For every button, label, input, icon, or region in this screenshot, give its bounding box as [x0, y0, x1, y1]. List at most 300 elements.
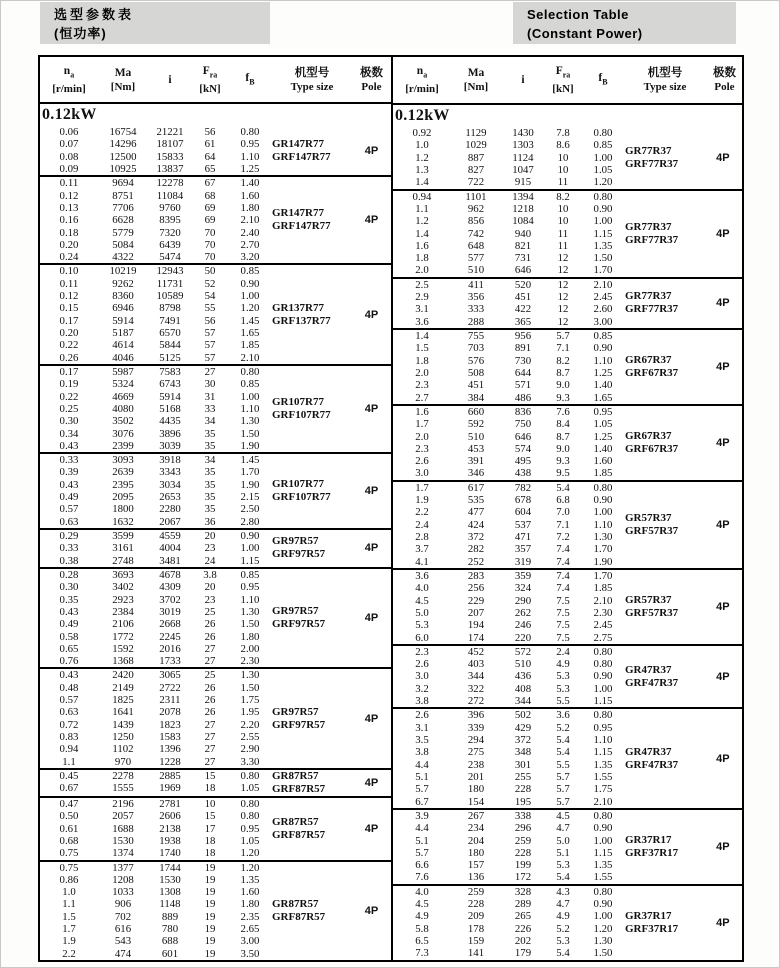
table-row: [40, 911, 272, 923]
fra-cell: 7.1: [556, 342, 570, 355]
pole-label: 4P: [364, 712, 379, 725]
na-cell: 6.7: [415, 795, 429, 808]
pole-label: 4P: [364, 144, 379, 157]
col-header-fb: $f_B$: [245, 71, 255, 86]
i-cell: 9760: [159, 201, 181, 214]
table-row: [393, 379, 625, 391]
fra-cell: 70: [204, 238, 216, 251]
type-size-group: [272, 177, 352, 263]
i-cell: 502: [514, 709, 532, 722]
group-rows: [393, 570, 625, 644]
ma-cell: 3502: [112, 415, 134, 428]
i-cell: 6570: [159, 327, 181, 339]
ma-cell: 1632: [112, 515, 134, 528]
na-cell: 5.7: [415, 783, 429, 796]
ma-cell: 16754: [109, 126, 137, 138]
i-cell: 3918: [159, 454, 181, 467]
table-row: [40, 756, 272, 768]
na-cell: 0.63: [59, 706, 79, 719]
table-row: [40, 126, 272, 138]
i-cell: 328: [514, 885, 532, 898]
i-cell: 2606: [159, 810, 181, 823]
fb-cell: 1.00: [593, 834, 613, 847]
na-cell: 2.6: [415, 709, 429, 722]
table-row: [40, 782, 272, 794]
col-header-na: $n_a$ [r/min]: [52, 64, 86, 95]
i-cell: 730: [514, 354, 532, 367]
table-row: [393, 240, 625, 252]
type-size-label: GRF87R57: [272, 828, 326, 841]
i-cell: 1084: [512, 215, 534, 228]
fra-cell: 35: [204, 478, 216, 491]
ma-cell: 209: [467, 910, 485, 923]
pole-label: 4P: [716, 297, 730, 310]
table-row: [40, 682, 272, 694]
ma-cell: 159: [467, 935, 485, 947]
table-row: [40, 886, 272, 898]
pole-label: 4P: [716, 840, 730, 853]
ma-cell: 372: [467, 531, 485, 543]
ma-cell: 9694: [112, 177, 134, 190]
type-size-group: [272, 265, 352, 364]
fra-cell: 19: [204, 935, 216, 948]
fb-cell: 1.75: [240, 694, 260, 707]
na-cell: 0.25: [59, 402, 79, 415]
ma-cell: 742: [467, 227, 485, 240]
fra-cell: 69: [204, 201, 216, 214]
i-cell: 228: [514, 846, 532, 859]
fb-cell: 1.05: [593, 163, 613, 176]
table-row: [40, 239, 272, 251]
pole-label: 4P: [364, 214, 379, 227]
na-cell: 7.3: [415, 947, 429, 960]
i-cell: 324: [514, 582, 532, 595]
fra-cell: 4.7: [556, 822, 570, 835]
i-cell: 537: [514, 518, 532, 531]
type-size-label: GR47R37: [625, 663, 672, 676]
fra-cell: 10: [557, 163, 569, 176]
col-header-i: i: [521, 74, 525, 86]
table-row: [40, 177, 272, 189]
ma-cell: 1530: [112, 834, 134, 847]
fb-cell: 2.10: [593, 795, 613, 808]
i-cell: 750: [514, 418, 532, 431]
col-header-fra: $F_{ra}$ [kN]: [199, 64, 221, 95]
table-row: [40, 290, 272, 302]
i-cell: 172: [514, 871, 532, 884]
na-cell: 0.65: [59, 642, 79, 655]
fra-cell: 70: [204, 226, 216, 239]
i-cell: 10589: [156, 290, 184, 303]
table-row: [393, 847, 625, 859]
i-cell: 5168: [159, 402, 181, 415]
na-cell: 0.33: [59, 542, 79, 555]
table-row: [393, 215, 625, 227]
na-cell: 1.7: [415, 481, 429, 494]
na-cell: 3.8: [415, 746, 429, 759]
group-rows: [40, 530, 272, 567]
table-row: [40, 798, 272, 810]
table-row: [393, 342, 625, 354]
i-cell: 2311: [159, 694, 181, 707]
table-row: [40, 898, 272, 910]
table-row: [40, 278, 272, 290]
fra-cell: 4.9: [556, 910, 570, 923]
fb-cell: 1.25: [240, 162, 260, 175]
na-cell: 0.33: [59, 454, 79, 467]
fb-cell: 0.85: [593, 330, 613, 342]
fra-cell: 18: [204, 847, 216, 860]
i-cell: 265: [514, 910, 532, 923]
fb-cell: 1.00: [240, 290, 260, 303]
ma-cell: 234: [467, 822, 485, 835]
fb-cell: 1.70: [593, 543, 613, 556]
na-cell: 0.61: [59, 822, 79, 835]
na-cell: 0.39: [59, 466, 79, 479]
i-cell: 451: [514, 291, 532, 304]
fra-cell: 2.4: [556, 645, 570, 658]
fra-cell: 27: [204, 642, 216, 655]
ma-cell: 2106: [112, 618, 134, 631]
type-size-label: GR67R37: [625, 353, 672, 366]
na-cell: 1.4: [415, 227, 429, 240]
fb-cell: 1.20: [240, 847, 260, 860]
pole-label: 4P: [364, 542, 379, 555]
i-cell: 486: [514, 391, 532, 404]
fb-cell: 0.95: [240, 581, 260, 594]
ma-cell: 722: [467, 176, 485, 189]
na-cell: 1.1: [62, 898, 76, 911]
type-size-group: [272, 530, 352, 567]
fra-cell: 67: [204, 177, 216, 190]
fra-cell: 25: [204, 669, 216, 682]
table-row: [393, 910, 625, 922]
table-row: [393, 316, 625, 328]
ma-cell: 384: [467, 391, 485, 404]
fb-cell: 1.45: [240, 454, 260, 467]
i-cell: 1047: [512, 163, 534, 176]
fra-cell: 57: [204, 339, 216, 352]
ma-cell: 3161: [112, 542, 134, 555]
type-size-label: GR107R77: [272, 478, 324, 491]
i-cell: 2722: [159, 681, 181, 694]
pole-label: 4P: [364, 612, 379, 625]
fb-cell: 1.00: [593, 215, 613, 228]
col-header-fb: $f_B$: [598, 71, 608, 87]
fb-cell: 0.85: [240, 265, 260, 278]
na-cell: 0.83: [59, 731, 79, 743]
fra-cell: 15: [204, 769, 216, 782]
fb-cell: 3.50: [240, 947, 260, 960]
fb-cell: 2.55: [240, 731, 260, 743]
i-cell: 891: [514, 342, 532, 355]
fb-cell: 1.40: [240, 177, 260, 190]
type-size-group: [625, 709, 704, 808]
fra-cell: 7.4: [556, 555, 570, 568]
na-cell: 1.4: [415, 330, 429, 342]
table-row: [40, 454, 272, 466]
table-row: [40, 935, 272, 947]
i-cell: 510: [514, 658, 532, 671]
fra-cell: 36: [204, 515, 216, 528]
fb-cell: 2.30: [240, 655, 260, 668]
i-cell: 6439: [159, 238, 181, 251]
na-cell: 6.5: [415, 935, 429, 947]
ma-cell: 508: [467, 366, 485, 379]
na-cell: 0.06: [59, 126, 79, 138]
fb-cell: 1.30: [240, 669, 260, 682]
fb-cell: 2.10: [593, 278, 613, 291]
fb-cell: 0.80: [593, 481, 613, 494]
ma-cell: 411: [468, 278, 484, 291]
title-zh-line2: (恒功率): [54, 26, 107, 41]
fb-cell: 1.65: [593, 391, 613, 404]
ma-cell: 451: [467, 379, 485, 392]
pole-label: 4P: [364, 822, 379, 835]
fb-cell: 0.90: [593, 822, 613, 835]
ma-cell: 616: [114, 923, 132, 936]
na-cell: 2.3: [415, 379, 429, 392]
fra-cell: 10: [557, 215, 569, 228]
model-group: [393, 127, 742, 191]
table-row: [393, 531, 625, 543]
fra-cell: 65: [204, 162, 216, 175]
i-cell: 6743: [159, 378, 181, 391]
ma-cell: 856: [467, 215, 485, 228]
na-cell: 1.0: [415, 139, 429, 152]
table-row: [40, 251, 272, 263]
na-cell: 1.5: [62, 910, 76, 923]
ma-cell: 962: [467, 202, 485, 215]
table-row: [40, 923, 272, 935]
na-cell: 2.8: [415, 531, 429, 543]
i-cell: 15833: [156, 150, 184, 163]
type-size-label: GRF107R77: [272, 409, 331, 422]
table-row: [393, 264, 625, 276]
type-size-label: GR87R57: [272, 815, 319, 828]
type-size-label: GRF147R77: [272, 220, 331, 233]
i-cell: 2016: [159, 642, 181, 655]
i-cell: 12278: [156, 177, 184, 190]
fb-cell: 1.10: [240, 593, 260, 606]
fra-cell: 11: [557, 239, 569, 252]
fra-cell: 5.7: [556, 330, 570, 342]
na-cell: 2.2: [415, 506, 429, 519]
i-cell: 438: [514, 467, 532, 480]
table-row: [393, 923, 625, 935]
type-size-label: GRF37R17: [625, 846, 679, 859]
fra-cell: 10: [557, 202, 569, 215]
fb-cell: 0.90: [593, 202, 613, 215]
fb-cell: 3.00: [240, 935, 260, 948]
na-cell: 2.7: [415, 391, 429, 404]
type-size-label: GRF97R57: [272, 548, 326, 561]
ma-cell: 2278: [112, 769, 134, 782]
fra-cell: 5.1: [556, 846, 570, 859]
type-size-label: GR67R37: [625, 429, 672, 442]
type-size-label: GRF97R57: [272, 618, 326, 631]
table-row: [40, 491, 272, 503]
fb-cell: 1.15: [593, 695, 613, 708]
na-cell: 0.28: [59, 568, 79, 581]
title-box-zh: [40, 2, 270, 44]
type-size-group: [625, 279, 704, 328]
na-cell: 3.6: [415, 315, 429, 328]
na-cell: 0.68: [59, 834, 79, 847]
na-cell: 3.2: [415, 682, 429, 695]
na-cell: 0.92: [412, 127, 432, 139]
fb-cell: 0.80: [240, 810, 260, 823]
i-cell: 429: [514, 721, 532, 734]
pole-label: 4P: [364, 776, 379, 789]
ma-cell: 356: [467, 291, 485, 304]
table-row: [40, 743, 272, 755]
table-row: [40, 503, 272, 515]
fra-cell: 12: [557, 264, 569, 277]
na-cell: 2.0: [415, 264, 429, 277]
na-cell: 0.17: [59, 314, 79, 327]
fra-cell: 12: [557, 278, 569, 291]
left-table-half: [40, 57, 391, 960]
col-header-ma: Ma [Nm]: [110, 66, 136, 93]
na-cell: 0.75: [59, 861, 79, 874]
na-cell: 1.8: [415, 252, 429, 265]
fra-cell: 54: [204, 290, 216, 303]
pole-label: 4P: [364, 485, 379, 498]
type-size-label: GR37R17: [625, 909, 672, 922]
i-cell: 571: [514, 379, 532, 392]
na-cell: 0.72: [59, 718, 79, 731]
na-cell: 0.12: [59, 290, 79, 303]
i-cell: 21221: [156, 126, 184, 138]
i-cell: 1396: [159, 743, 181, 756]
table-row: [40, 669, 272, 681]
fb-cell: 0.80: [593, 645, 613, 658]
fb-cell: 0.90: [593, 898, 613, 911]
na-cell: 5.1: [415, 834, 429, 847]
table-row: [40, 530, 272, 542]
na-cell: 0.43: [59, 439, 79, 452]
table-row: [393, 670, 625, 682]
model-group: [393, 330, 742, 406]
i-cell: 3065: [159, 669, 181, 682]
fb-cell: 1.30: [593, 531, 613, 543]
na-cell: 0.57: [59, 503, 79, 516]
i-cell: 1530: [159, 873, 181, 886]
pole-label: 4P: [716, 916, 730, 929]
na-cell: 5.1: [415, 770, 429, 783]
na-cell: 1.1: [415, 202, 429, 215]
ma-cell: 660: [467, 405, 485, 418]
group-rows: [393, 330, 625, 404]
title-en-line2: (Constant Power): [527, 26, 643, 41]
type-size-group: [272, 798, 352, 860]
pole-label: 4P: [716, 227, 730, 240]
i-cell: 2138: [159, 822, 181, 835]
na-cell: 3.8: [415, 695, 429, 708]
i-cell: 372: [514, 734, 532, 746]
model-group: [40, 265, 391, 366]
na-cell: 0.24: [59, 251, 79, 264]
fra-cell: 68: [204, 189, 216, 202]
fb-cell: 0.90: [240, 277, 260, 290]
ma-cell: 322: [467, 682, 485, 695]
type-size-group: [272, 862, 352, 961]
model-group: [40, 177, 391, 265]
na-cell: 1.4: [415, 176, 429, 189]
table-row: [393, 695, 625, 707]
fra-cell: 5.5: [556, 758, 570, 771]
i-cell: 2885: [159, 769, 181, 782]
fra-cell: 19: [204, 947, 216, 960]
fb-cell: 2.15: [240, 491, 260, 504]
power-rating-label: 0.12kW: [42, 106, 97, 124]
fra-cell: 5.2: [556, 922, 570, 935]
fb-cell: 1.45: [240, 314, 260, 327]
fb-cell: 1.80: [240, 630, 260, 643]
fb-cell: 0.90: [593, 342, 613, 355]
na-cell: 2.2: [62, 947, 76, 960]
table-row: [40, 428, 272, 440]
type-size-group: [625, 810, 704, 884]
i-cell: 1124: [512, 151, 534, 164]
fb-cell: 1.55: [593, 871, 613, 884]
ma-cell: 2395: [112, 478, 134, 491]
group-rows: [393, 709, 625, 808]
fra-cell: 18: [204, 782, 216, 795]
type-size-group: [625, 406, 704, 480]
ma-cell: 1129: [465, 127, 487, 139]
fra-cell: 5.7: [556, 783, 570, 796]
type-size-label: GR87R57: [272, 769, 319, 782]
fb-cell: 1.70: [240, 466, 260, 479]
fra-cell: 35: [204, 439, 216, 452]
table-row: [40, 631, 272, 643]
fra-cell: 20: [204, 581, 216, 594]
type-size-label: GRF37R17: [625, 922, 679, 935]
type-size-group: [272, 770, 352, 796]
na-cell: 4.4: [415, 758, 429, 771]
fb-cell: 1.60: [240, 189, 260, 202]
ma-cell: 238: [467, 758, 485, 771]
na-cell: 0.15: [59, 302, 79, 315]
type-size-label: GR77R37: [625, 220, 672, 233]
fra-cell: 34: [204, 415, 216, 428]
ma-cell: 1033: [112, 886, 134, 899]
i-cell: 436: [514, 670, 532, 683]
table-row: [393, 252, 625, 264]
group-rows: [40, 177, 272, 263]
table-row: [40, 466, 272, 478]
fb-cell: 1.20: [593, 176, 613, 189]
fb-cell: 1.05: [240, 834, 260, 847]
fra-cell: 10: [204, 797, 216, 810]
fb-cell: 1.05: [593, 418, 613, 431]
ma-cell: 2420: [112, 669, 134, 682]
model-group: [393, 810, 742, 886]
ma-cell: 3076: [112, 427, 134, 440]
i-cell: 1303: [512, 139, 534, 152]
table-row: [40, 190, 272, 202]
table-row: [40, 555, 272, 567]
fra-cell: 35: [204, 466, 216, 479]
group-rows: [40, 126, 272, 175]
i-cell: 2653: [159, 491, 181, 504]
i-cell: 8395: [159, 214, 181, 227]
i-cell: 471: [514, 531, 532, 543]
fb-cell: 1.90: [593, 555, 613, 568]
fra-cell: 33: [204, 402, 216, 415]
